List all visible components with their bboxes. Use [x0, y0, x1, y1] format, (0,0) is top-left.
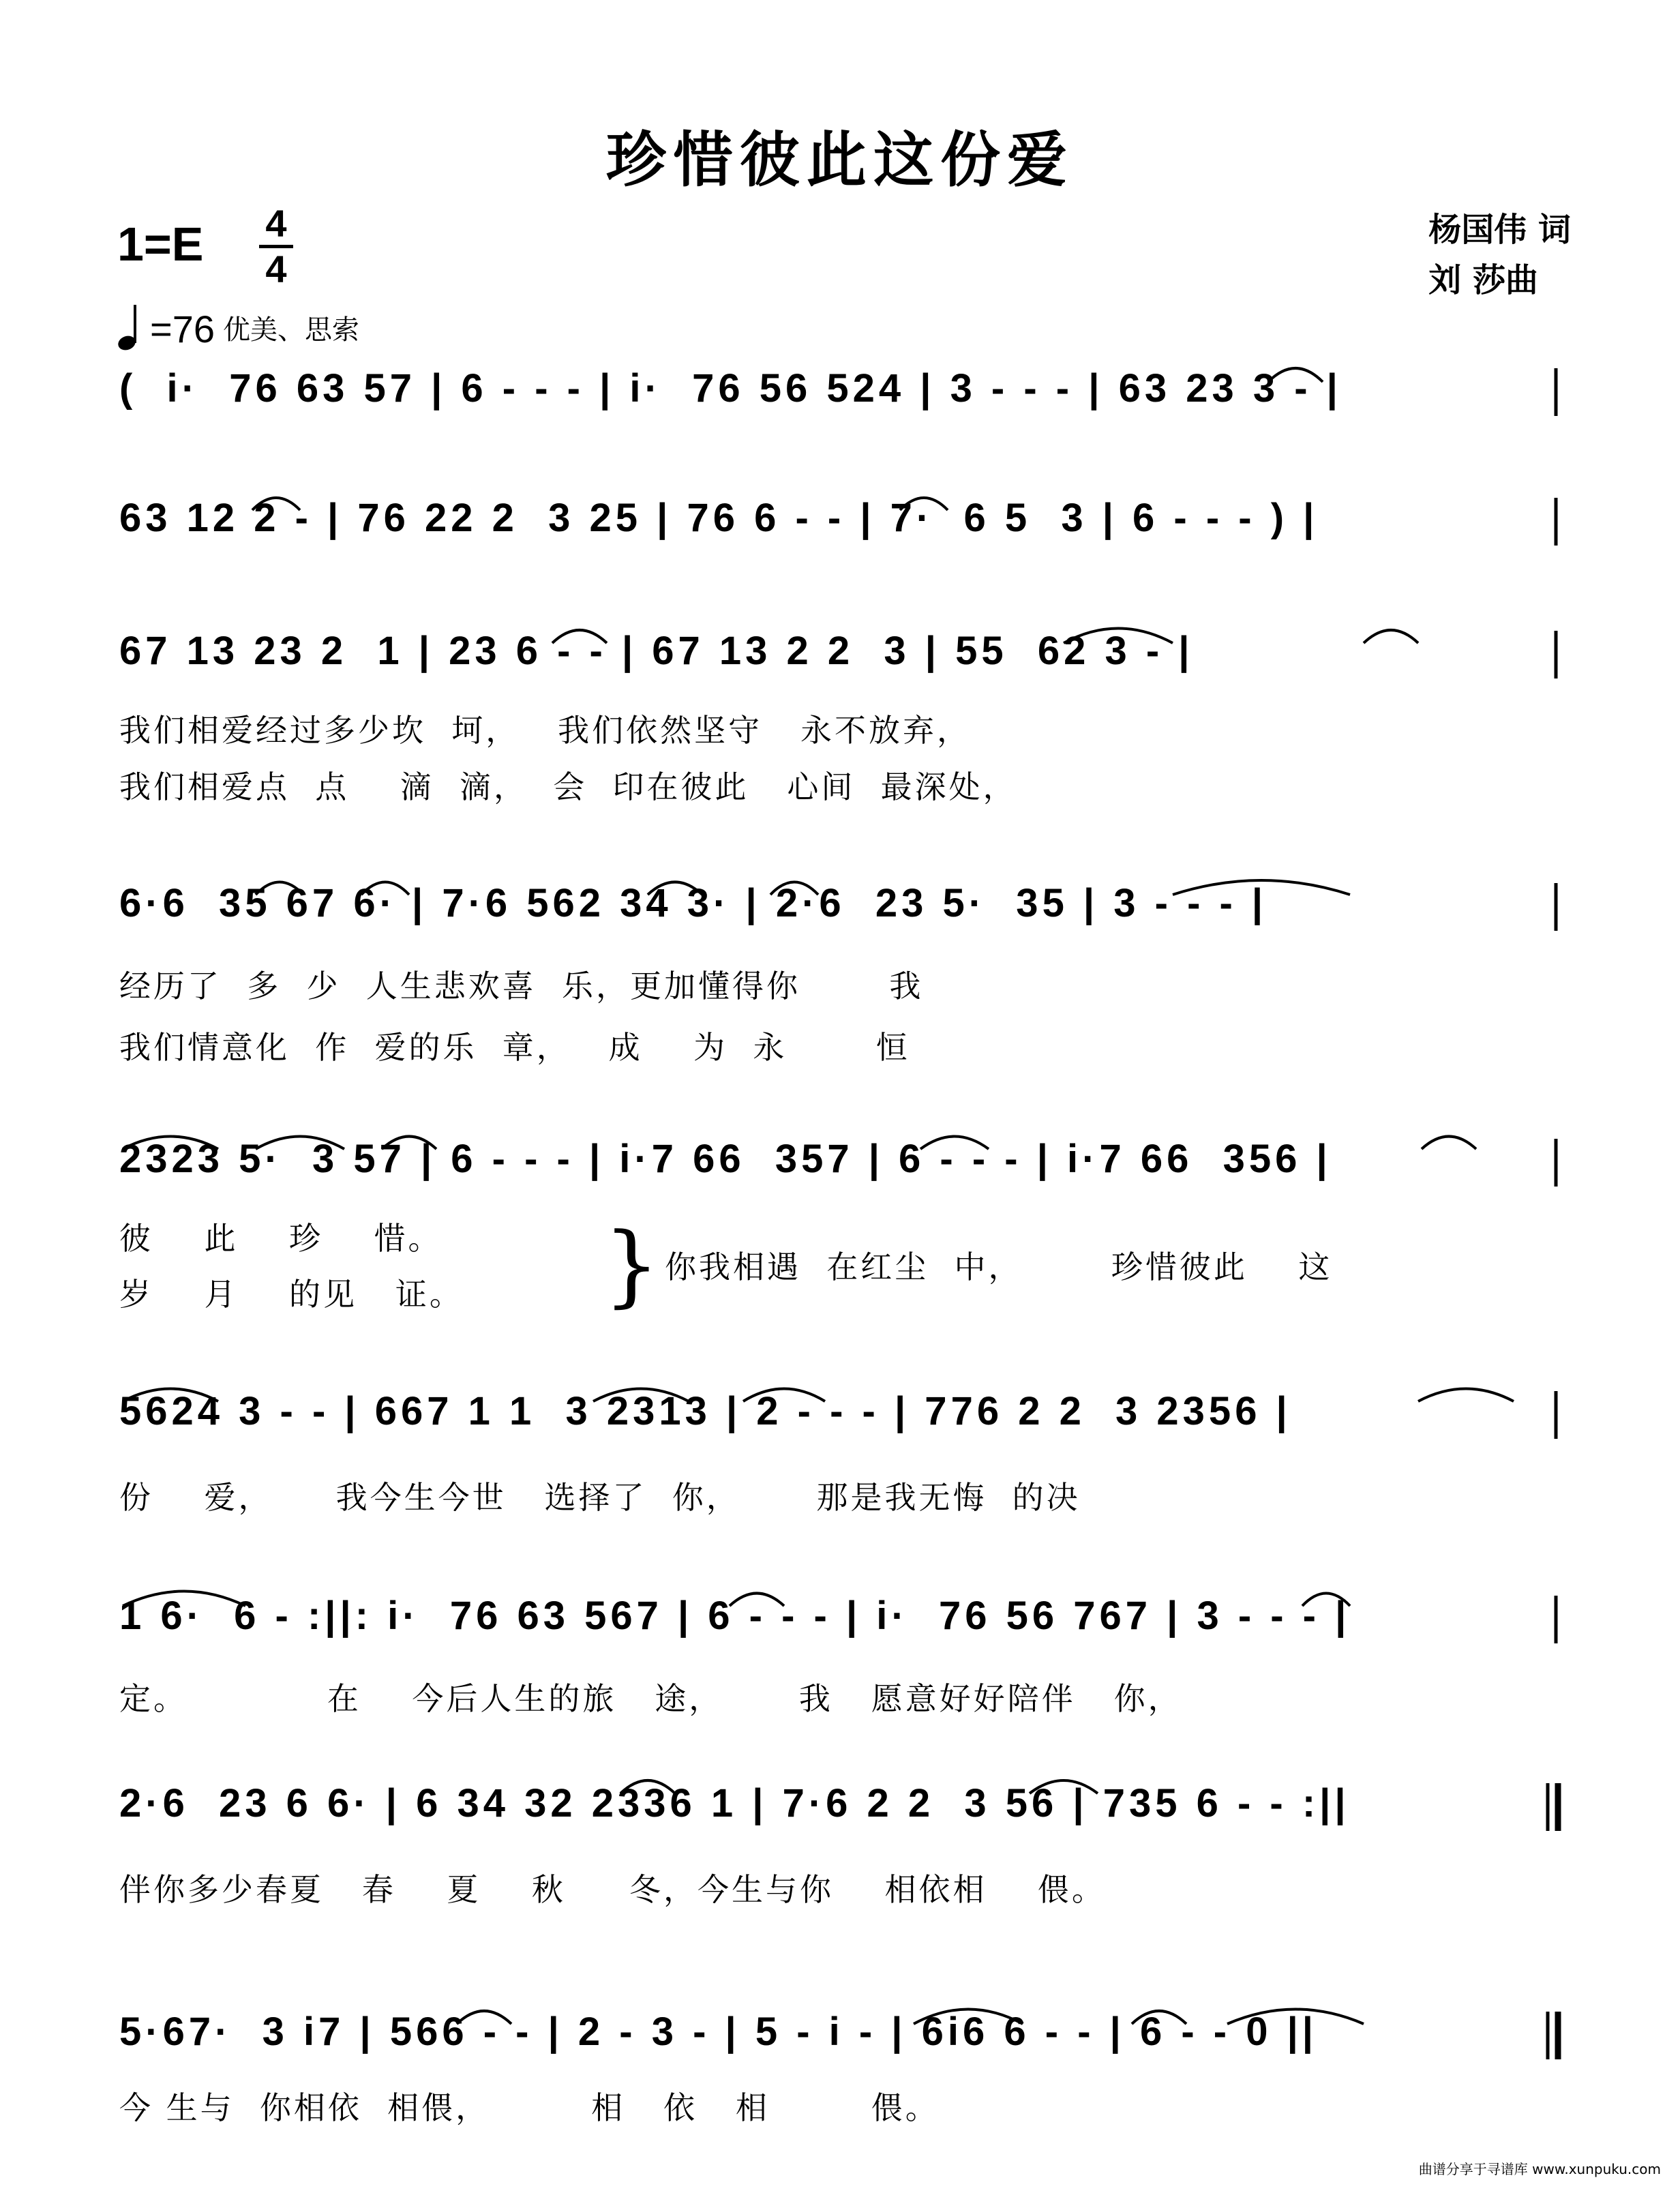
lyric-line-4b: 我们情意化 作 爱的乐 章， 成 为 永 恒	[119, 1029, 910, 1066]
tie-arc	[1227, 2010, 1364, 2025]
tie-arc	[1173, 880, 1350, 895]
tie-arc	[457, 2011, 511, 2024]
key-signature: 1=E	[117, 218, 204, 271]
tie-arc	[920, 1137, 989, 1150]
tie-arc	[252, 498, 300, 510]
lyric-line-4a: 经历了 多 少 人生悲欢喜 乐，更加懂得你 我	[119, 968, 924, 1004]
tie-arc	[620, 1780, 675, 1793]
lyric-line-9: 今 生与 你相依 相偎， 相 依 相 偎。	[119, 2089, 940, 2126]
tie-arc	[552, 630, 607, 643]
tie-arc	[123, 1389, 218, 1402]
tie-arc	[914, 2010, 1023, 2025]
tie-arc	[382, 1137, 436, 1150]
notes-line-1: ( i· 76 63 57 | 6 - - - | i· 76 56 524 | 3 - - - | 63 23 3 - |	[119, 366, 1342, 411]
notes-line-9: 5·67· 3 i7 | 566 - - | 2 - 3 - | 5 - i - | 6i6 6 - - | 6 - - 0 ||	[119, 2010, 1318, 2054]
tie-arc	[1418, 1389, 1514, 1402]
notes-line-7: 1 6· 6 - :||: i· 76 63 567 | 6 - - - | i· 76 56 767 | 3 - - - |	[119, 1594, 1351, 1638]
tie-arc	[1064, 629, 1173, 644]
tempo-value: =76	[150, 308, 215, 350]
tie-arc	[1132, 2011, 1186, 2024]
song-title: 珍惜彼此这份爱	[605, 124, 1074, 195]
lyric-line-7: 定。 在 今后人生的旅 途， 我 愿意好好陪伴 你，	[119, 1680, 1182, 1717]
notes-line-8: 2·6 23 6 6· | 6 34 32 2336 1 | 7·6 2 2 3 56 | 735 6 - - :||	[119, 1781, 1350, 1825]
tie-arc	[256, 1137, 344, 1150]
tie-arc	[123, 1137, 218, 1150]
notes-line-2: 63 12 2 - | 76 22 2 3 25 | 76 6 - - | 7· 6 5 3 | 6 - - - ) |	[119, 496, 1319, 540]
tie-arc	[1302, 1594, 1350, 1607]
barlines	[1548, 368, 1558, 2059]
lyric-line-3b: 我们相爱点 点 滴 滴， 会 印在彼此 心间 最深处，	[119, 769, 1017, 805]
lyric-line-5b: 岁 月 的见 证。	[119, 1276, 464, 1313]
tie-arc	[1364, 630, 1418, 643]
tie-arc	[593, 1389, 689, 1402]
tie-arc	[256, 882, 303, 895]
lyricist-credit: 杨国伟 词	[1428, 211, 1571, 249]
time-signature-top: 4	[265, 202, 287, 245]
verse-brace: }	[603, 1213, 660, 1317]
composer-credit: 刘 莎曲	[1428, 261, 1538, 299]
tie-arc	[1268, 368, 1323, 382]
lyric-line-8: 伴你多少春夏 春 夏 秋 冬，今生与你 相依相 偎。	[119, 1871, 1106, 1908]
lyric-line-5a: 彼 此 珍 惜。	[119, 1220, 442, 1257]
tie-arcs	[123, 368, 1514, 2024]
tie-arc	[123, 1592, 245, 1607]
lyric-line-3a: 我们相爱经过多少坎 坷， 我们依然坚守 永不放弃，	[119, 712, 971, 749]
notes-line-4: 6·6 35 67 6· | 7·6 562 34 3· | 2·6 23 5· 35 | 3 - - - |	[119, 881, 1268, 925]
notes-line-6: 5624 3 - - | 667 1 1 3 2313 | 2 - - - | 776 2 2 3 2356 |	[119, 1389, 1291, 1433]
notes-line-3: 67 13 23 2 1 | 23 6 - - | 67 13 2 2 3 | 55 62 3 - |	[119, 629, 1194, 673]
tie-arc	[1030, 1780, 1098, 1793]
lyric-line-5-shared: 你我相遇 在红尘 中， 珍惜彼此 这	[665, 1249, 1333, 1285]
tie-arc	[730, 1594, 784, 1607]
tie-arc	[1422, 1137, 1476, 1150]
lyric-line-6: 份 爱， 我今生今世 选择了 你， 那是我无悔 的决	[119, 1479, 1081, 1516]
tie-arc	[900, 498, 948, 510]
tie-arc	[361, 882, 409, 895]
watermark: 曲谱分享于寻谱库 www.xunpuku.com	[1418, 2161, 1661, 2177]
tie-arc	[743, 1389, 825, 1402]
tempo-mood: 优美、思索	[223, 314, 359, 346]
tie-arc	[770, 882, 818, 895]
time-signature-bottom: 4	[265, 248, 287, 290]
tie-arc	[648, 882, 702, 895]
notes-line-5: 2323 5· 3 57 | 6 - - - | i·7 66 357 | 6 - - - | i·7 66 356 |	[119, 1137, 1332, 1181]
